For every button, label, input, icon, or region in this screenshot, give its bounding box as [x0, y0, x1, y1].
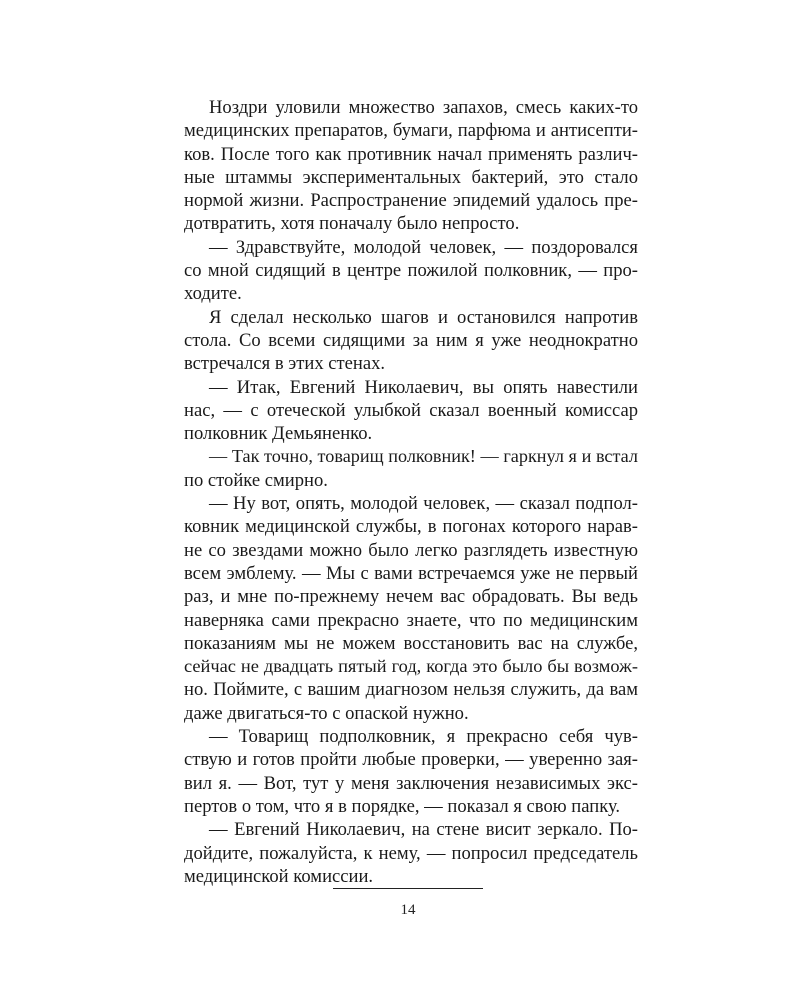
text-line: со мной сидящий в центре пожилой полковник, — про-: [184, 260, 638, 282]
text-line: даже двигаться-то с опаской нужно.: [184, 702, 469, 724]
footer-rule: [333, 888, 483, 889]
text-line: раз, и мне по-прежнему нечем вас обрадовать. Вы ведь: [184, 586, 638, 608]
text-line: — Так точно, товарищ полковник! — гаркнул я и встал: [209, 446, 638, 467]
text-line: встречался в этих стенах.: [184, 353, 386, 375]
text-line: — Ну вот, опять, молодой человек, — сказал подпол-: [209, 493, 638, 515]
text-line: полковник Демьяненко.: [184, 423, 373, 445]
text-line: пертов о том, что я в порядке, — показал я свою папку.: [184, 795, 621, 817]
text-line: Ноздри уловили множество запахов, смесь каких-то: [209, 97, 638, 118]
text-line: нас, — с отеческой улыбкой сказал военный комиссар: [184, 399, 638, 421]
text-line: показаниям мы не можем восстановить вас на службе,: [184, 632, 638, 654]
text-line: ковник медицинской службы, в погонах которого нарав-: [184, 516, 638, 538]
text-line: стола. Со всеми сидящими за ним я уже неоднократно: [184, 329, 638, 351]
text-line: по стойке смирно.: [184, 469, 328, 491]
text-line: — Евгений Николаевич, на стене висит зеркало. По-: [209, 819, 638, 841]
text-line: вил я. — Вот, тут у меня заключения независимых экс-: [184, 772, 638, 794]
text-line: — Здравствуйте, молодой человек, — поздоровался: [209, 236, 638, 258]
text-line: Я сделал несколько шагов и остановился напротив: [209, 306, 638, 328]
text-line: медицинских препаратов, бумаги, парфюма и антисепти-: [184, 120, 638, 142]
text-line: нормой жизни. Распространение эпидемий удалось пре-: [184, 190, 638, 212]
text-line: дотвратить, хотя поначалу было непросто.: [184, 213, 520, 235]
text-line: всем эмблему. — Мы с вами встречаемся уже не первый: [184, 562, 638, 584]
text-line: сейчас не двадцать пятый год, когда это было бы возмож-: [184, 656, 638, 677]
text-line: медицинской комиссии.: [184, 865, 374, 887]
body-text: [184, 96, 638, 888]
text-line: ствую и готов пройти любые проверки, — уверенно зая-: [184, 749, 638, 771]
text-line: но. Поймите, с вашим диагнозом нельзя служить, да вам: [184, 679, 638, 701]
text-line: ков. После того как противник начал применять различ-: [184, 143, 638, 165]
page-number: 14: [400, 902, 416, 918]
text-line: — Товарищ подполковник, я прекрасно себя чув-: [209, 726, 638, 748]
text-line: — Итак, Евгений Николаевич, вы опять навестили: [209, 376, 638, 398]
text-line: не со звездами можно было легко разглядеть известную: [184, 539, 638, 561]
text-line: ные штаммы экспериментальных бактерий, это стало: [184, 166, 638, 188]
text-line: дойдите, пожалуйста, к нему, — попросил председатель: [184, 842, 638, 864]
text-line: ходите.: [184, 283, 242, 305]
text-line: наверняка сами прекрасно знаете, что по медицинским: [184, 609, 638, 631]
